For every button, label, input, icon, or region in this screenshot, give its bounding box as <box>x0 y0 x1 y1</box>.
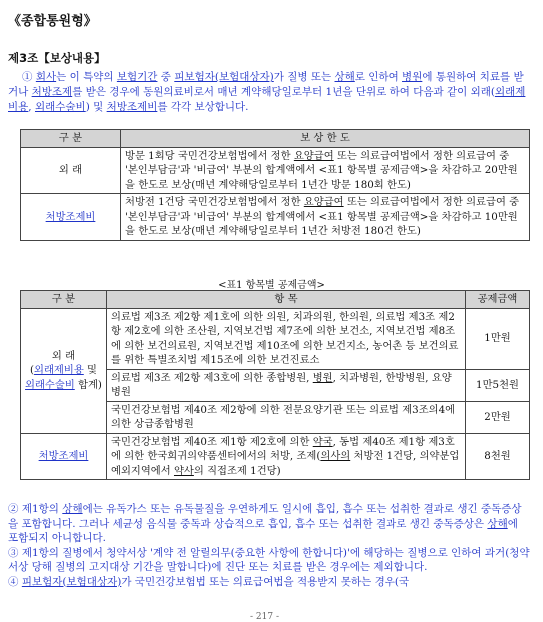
table-header: 공제금액 <box>466 291 530 309</box>
row-label-outpatient <box>21 308 107 433</box>
table-row <box>21 147 530 194</box>
term-insured[interactable]: 피보험자(보험대상자) <box>21 575 122 588</box>
row-content <box>121 147 530 194</box>
text: ) 및 <box>85 101 107 113</box>
table-row <box>21 308 530 369</box>
table-header: 항 목 <box>107 291 466 309</box>
row-amount: 1만원 <box>466 308 530 369</box>
clause-number: ① <box>22 71 33 83</box>
term-pharmacist[interactable]: 약사 <box>173 464 194 477</box>
table-row <box>21 433 530 480</box>
text: 의료법 제3조 제2항 제3호에 의한 종합병원, <box>111 371 313 384</box>
term-doctor[interactable]: 의사의 <box>320 450 351 462</box>
text: 에 통원하여 치료를 받거나 <box>8 71 524 98</box>
term-prescription[interactable]: 처방조제 <box>31 86 73 98</box>
term-surgery-cost[interactable]: 외래수술비 <box>34 101 86 113</box>
term-insured[interactable]: 피보험자(보험대상자) <box>174 71 274 83</box>
term-hospital[interactable]: 병원 <box>312 371 333 384</box>
table-header: 구 분 <box>21 130 121 148</box>
term-medical-benefit[interactable]: 요양급여 <box>293 149 334 162</box>
clause-2 <box>8 502 530 546</box>
text: 의 직접조제 1건당) <box>193 464 281 477</box>
term-hospital[interactable]: 병원 <box>402 71 423 83</box>
text: ④ <box>8 575 22 588</box>
term-outpatient-cost[interactable]: 외래제비용 <box>8 86 526 113</box>
text: 로 인하여 <box>354 71 403 83</box>
row-amount: 2만원 <box>466 401 530 433</box>
text: 또는 의료급여법에서 정한 의료급여 중 '본인부담금'과 '비급여' 부분의 합계액에서 <표1 항목별 공제금액>을 차감하고 20만원을 한도로 보상(매년 계약해당일로부터 1년간 방문 180회 한도) <box>125 149 518 191</box>
row-label[interactable]: 처방조제비 <box>21 194 121 241</box>
row-label-prescription[interactable]: 처방조제비 <box>21 433 107 480</box>
term-injury[interactable]: 상해 <box>487 517 508 530</box>
term-injury[interactable]: 상해 <box>62 503 83 515</box>
coverage-limit-table <box>20 129 530 241</box>
section-title: 《종합통원형》 <box>8 14 97 29</box>
clause-3: ③ 제1항의 질병에서 청약서상 '계약 전 알릴의무(중요한 사항에 한합니다)'에 해당하는 질병으로 인하여 과거(청약서상 당해 질병의 고지대상 기간을 말합니다)에 진단 또는 치료를 받은 경우에는 제외합니다. <box>8 546 530 573</box>
table-caption: <표1 항목별 공제금액> <box>218 280 325 291</box>
text: 가 질병 또는 <box>273 71 335 83</box>
text: 에는 유독가스 또는 유독물질을 우연하게도 일시에 흡입, 흡수 또는 섭취한 결과로 생긴 중독증상을 포함합니다. 그러나 세균성 음식물 중독과 상습적으로 흡입, 흡수 또는 섭취한 결과로 생긴 중독증상은 <box>8 503 522 530</box>
text: , 동법 제40조 제1항 제3호에 의한 한국희귀의약품센터에서의 처방, 조제( <box>111 435 455 462</box>
row-item <box>107 433 466 480</box>
text: ② 제1항의 <box>8 503 63 515</box>
text: 는 이 특약의 <box>56 71 117 83</box>
text: 또는 의료급여법에서 정한 의료급여 중 '본인부담금'과 '비급여' 부분의 합계액에서 <표1 항목별 공제금액>을 차감하고 10만원을 한도로 보상(매년 계약해당일로부터 1년간 처방전 180건 한도) <box>125 196 520 237</box>
text: ( <box>30 364 35 377</box>
text: 에 포함되지 아니합니다. <box>8 517 518 544</box>
row-item: 국민건강보험법 제40조 제2항에 의한 전문요양기관 또는 의료법 제3조의4에 의한 상급종합병원 <box>107 401 466 433</box>
text: 를 각각 보상합니다. <box>157 101 249 113</box>
text: 외 래 <box>51 349 76 362</box>
row-amount: 8천원 <box>466 433 530 480</box>
term-surgery-cost[interactable]: 외래수술비 <box>25 378 75 391</box>
row-label: 외 래 <box>21 147 121 194</box>
text: 를 받은 경우에 동원의료비로서 매년 계약해당일로부터 1년을 단위로 하여 다음과 같이 외래( <box>72 86 495 98</box>
page-number: - 217 - <box>250 612 279 622</box>
table-header: 구 분 <box>21 291 107 309</box>
text: 중 <box>157 71 175 83</box>
clause-1 <box>8 70 528 115</box>
text: 및 <box>83 364 97 377</box>
article-title: 제3조【보상내용】 <box>8 51 106 65</box>
row-item <box>107 369 466 401</box>
notes <box>8 502 530 589</box>
row-content <box>121 194 530 241</box>
text: 처방전 1건당, 의약분업 예외지역에서 <box>111 450 460 477</box>
term-insurance-period[interactable]: 보험기간 <box>116 71 158 83</box>
table-header: 보 상 한 도 <box>121 130 530 148</box>
term-presc-cost[interactable]: 처방조제비 <box>106 101 158 113</box>
text: 합계) <box>74 378 102 391</box>
text: 가 국민건강보험법 또는 의료급여법을 적용받지 못하는 경우(국 <box>121 575 410 588</box>
row-item: 의료법 제3조 제2항 제1호에 의한 의원, 치과의원, 한의원, 의료법 제3조 제2항 제2호에 의한 조산원, 지역보건법 제7조에 의한 보건소, 지역보건법 제8조에 의한 보건의료원, 지역보건법 제10조에 의한 보건지소, 농어촌 등 보건의료를 위한 특별조치법 제15조에 의한 보건진료소 <box>107 308 466 369</box>
clause-4 <box>8 575 530 590</box>
term-injury[interactable]: 상해 <box>334 71 355 83</box>
term-company[interactable]: 회사 <box>35 71 57 83</box>
term-medical-benefit[interactable]: 요양급여 <box>303 196 344 208</box>
table-row <box>21 194 530 241</box>
text: , 치과병원, 한방병원, 요양병원 <box>111 371 452 398</box>
deduction-table <box>20 290 530 480</box>
text: 국민건강보험법 제40조 제1항 제2호에 의한 <box>111 435 313 448</box>
text: 처방전 1건당 국민건강보험법에서 정한 <box>125 196 304 208</box>
term-outpatient-cost[interactable]: 외래제비용 <box>34 364 84 377</box>
text: , <box>28 101 35 113</box>
text: 방문 1회당 국민건강보험법에서 정한 <box>125 149 294 162</box>
row-amount: 1만5천원 <box>466 369 530 401</box>
term-pharmacy[interactable]: 약국 <box>312 435 333 448</box>
